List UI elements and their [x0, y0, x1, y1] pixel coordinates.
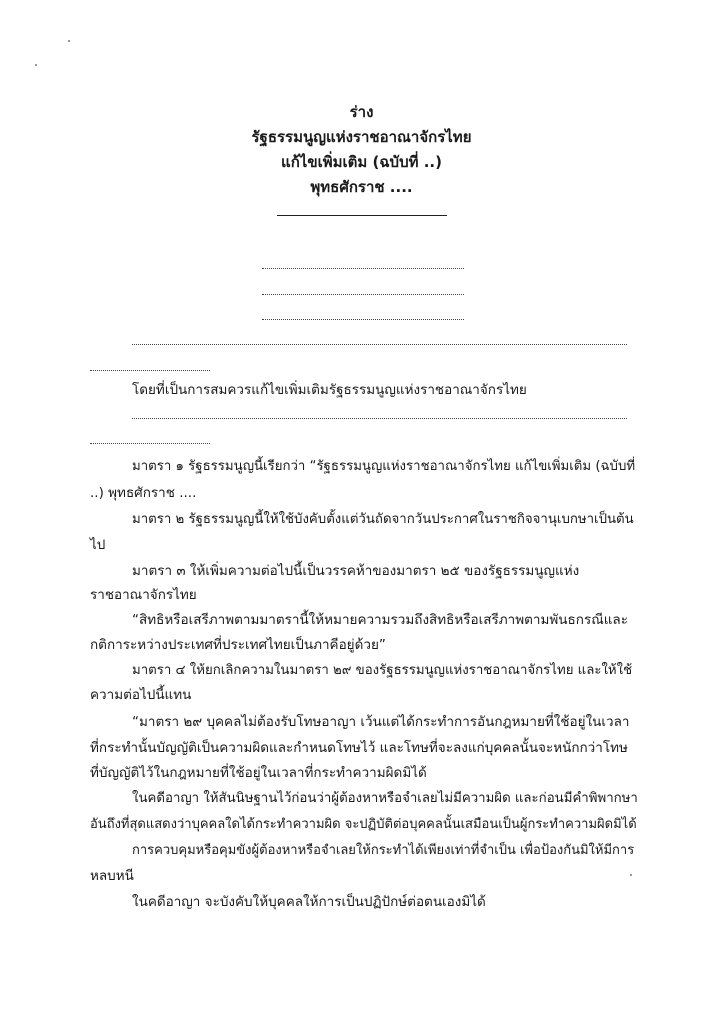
section-3-quote-line-2: กติการะหว่างประเทศที่ประเทศไทยเป็นภาคีอยู่ด้วย”: [90, 637, 386, 653]
scan-speck: [630, 874, 632, 876]
section-1-line-2: ..) พุทธศักราช ....: [90, 485, 197, 501]
scan-speck: [68, 40, 70, 42]
article-29-para-1-line-1: “มาตรา ๒๙ บุคคลไม่ต้องรับโทษอาญา เว้นแต่ได้กระทำการอันกฎหมายที่ใช้อยู่ในเวลา: [132, 714, 630, 730]
section-2-line-1: มาตรา ๒ รัฐธรรมนูญนี้ให้ใช้บังคับตั้งแต่วันถัดจากวันประกาศในราชกิจจานุเบกษาเป็นต้น: [132, 512, 634, 527]
section-3-quote-line-1: “สิทธิหรือเสรีภาพตามมาตรานี้ให้หมายความรวมถึงสิทธิหรือเสรีภาพตามพันธกรณีและ: [132, 612, 628, 628]
dotted-blank-line: [132, 418, 627, 419]
article-29-para-1-line-3: ที่บัญญัติไว้ในกฎหมายที่ใช้อยู่ในเวลาที่กระทำความผิดมิได้: [90, 765, 427, 781]
article-29-para-3-line-1: การควบคุมหรือคุมขังผู้ต้องหาหรือจำเลยให้กระทำได้เพียงเท่าที่จำเป็น เพื่อป้องกันมิให้มีการ: [132, 843, 635, 858]
section-4-line-2: ความต่อไปนี้แทน: [90, 687, 192, 703]
section-3-line-1: มาตรา ๓ ให้เพิ่มความต่อไปนี้เป็นวรรคห้าของมาตรา ๒๕ ของรัฐธรรมนูญแห่ง: [132, 563, 580, 579]
title-divider: [277, 215, 447, 216]
dotted-blank-line: [262, 294, 464, 295]
article-29-para-3-line-2: หลบหนี: [90, 868, 134, 884]
dotted-blank-line: [262, 319, 464, 320]
buddhist-era-line: พุทธศักราช ....: [310, 178, 413, 196]
section-3-line-2: ราชอาณาจักรไทย: [90, 587, 197, 603]
dotted-blank-line: [262, 268, 464, 269]
section-1-line-1: มาตรา ๑ รัฐธรรมนูญนี้เรียกว่า “รัฐธรรมนูญแห่งราชอาณาจักรไทย แก้ไขเพิ่มเติม (ฉบับที่: [132, 459, 636, 474]
dotted-blank-line: [132, 344, 627, 345]
amendment-title: แก้ไขเพิ่มเติม (ฉบับที่ ..): [281, 153, 442, 171]
article-29-para-1-line-2: ที่กระทำนั้นบัญญัติเป็นความผิดและกำหนดโทษไว้ และโทษที่จะลงแก่บุคคลนั้นจะหนักกว่าโทษ: [90, 740, 628, 756]
dotted-blank-line: [90, 370, 210, 371]
section-4-line-1: มาตรา ๔ ให้ยกเลิกความในมาตรา ๒๙ ของรัฐธรรมนูญแห่งราชอาณาจักรไทย และให้ใช้: [132, 663, 633, 678]
draft-label: ร่าง: [349, 103, 374, 121]
constitution-title: รัฐธรรมนูญแห่งราชอาณาจักรไทย: [251, 128, 472, 146]
article-29-para-4-line-1: ในคดีอาญา จะบังคับให้บุคคลให้การเป็นปฏิปักษ์ต่อตนเองมิได้: [132, 894, 486, 910]
section-2-line-2: ไป: [90, 537, 106, 553]
preamble-text: โดยที่เป็นการสมควรแก้ไขเพิ่มเติมรัฐธรรมนูญแห่งราชอาณาจักรไทย: [132, 382, 527, 398]
article-29-para-2-line-1: ในคดีอาญา ให้สันนิษฐานไว้ก่อนว่าผู้ต้องหาหรือจำเลยไม่มีความผิด และก่อนมีคำพิพากษา: [132, 791, 638, 806]
article-29-para-2-line-2: อันถึงที่สุดแสดงว่าบุคคลใดได้กระทำความผิด จะปฏิบัติต่อบุคคลนั้นเสมือนเป็นผู้กระทำความผิดมิได้: [90, 817, 637, 832]
dotted-blank-line: [90, 443, 210, 444]
scan-speck: [35, 64, 37, 66]
